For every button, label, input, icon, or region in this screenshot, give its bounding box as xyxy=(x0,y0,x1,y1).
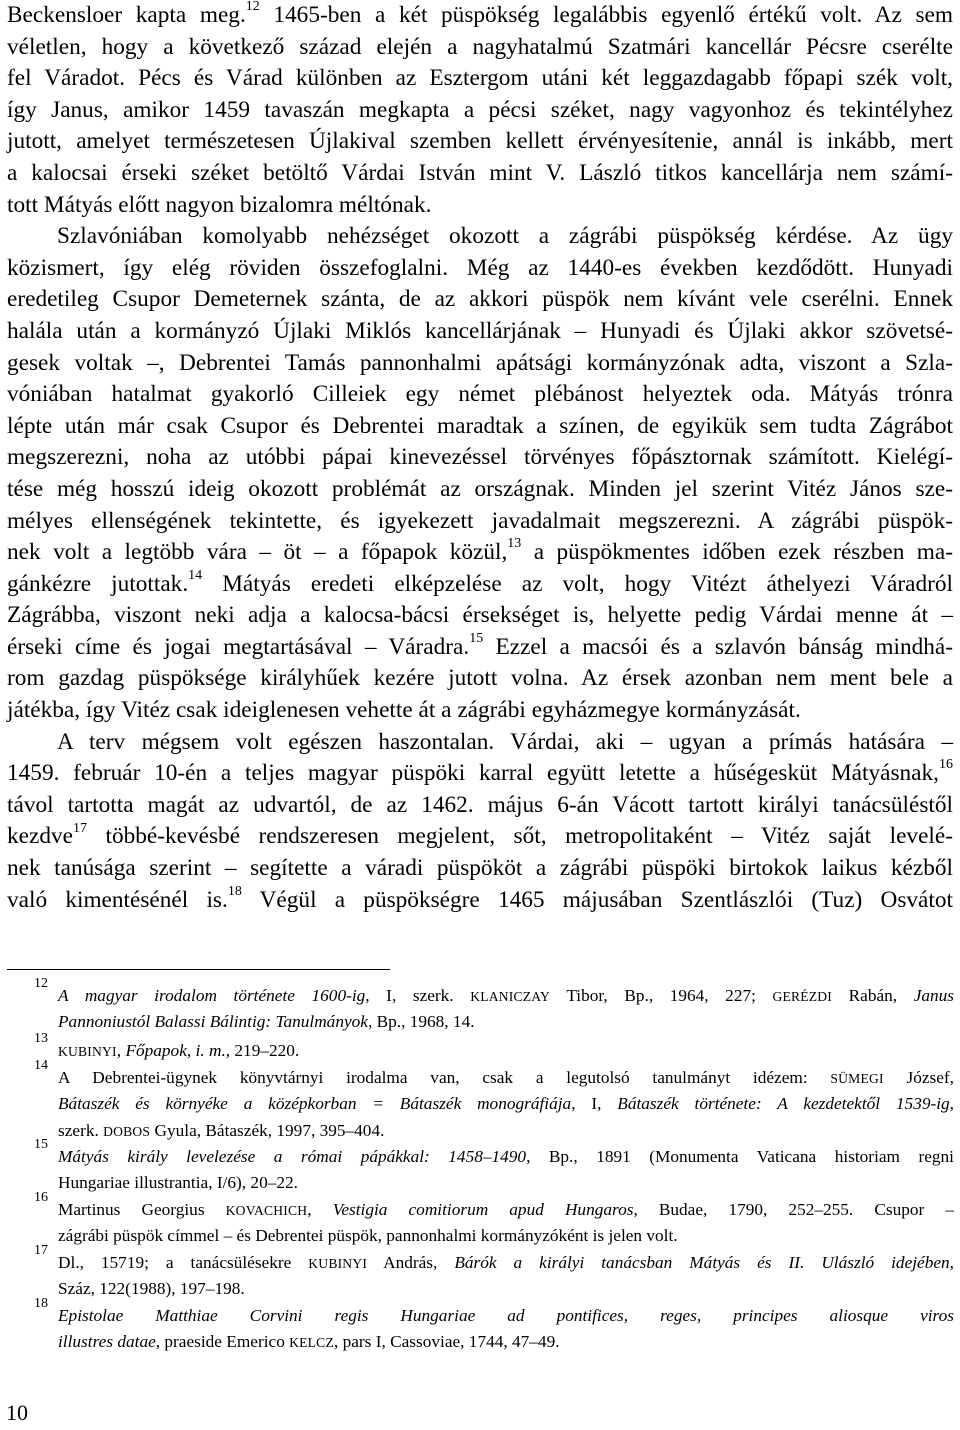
text-line: a kalocsai érseki széket betöltő Várdai István mint V. László titkos kancellárja nem számí- xyxy=(7,159,953,186)
text-line: megszerezni, noha az utóbbi pápai kinevezéssel törvényes főpásztornak számított. Kielégí- xyxy=(7,444,953,471)
footnote-17 xyxy=(34,1243,954,1303)
footnote-number: 12 xyxy=(34,976,48,991)
paragraph-3 xyxy=(7,727,953,917)
text-line: lépte után már csak Csupor és Debrentei maradtak a színen, de egyikük sem tudta Zágrábot xyxy=(7,412,953,439)
footnote-ref: 13 xyxy=(507,536,522,552)
text-line: való kimentésénél is.$^{18}$ Végül a püspökségre 1465 májusában Szentlászlói (Tuz) Osvátot xyxy=(7,883,953,913)
footnote-12 xyxy=(34,976,955,1036)
footnote-ref: 16 xyxy=(939,757,953,773)
paragraph-2 xyxy=(7,221,953,727)
footnote-14 xyxy=(34,1058,954,1144)
footnote-ref: 12 xyxy=(245,0,260,15)
text-line: érseki címe és jogai megtartásával – Váradra.$^{15}$ Ezzel a macsói és a szlavón bánság mindhá- xyxy=(7,631,954,660)
body-text xyxy=(7,0,953,916)
text-line: tése még hosszú ideig okozott problémát az országnak. Minden jel szerint Vitéz János sze- xyxy=(7,475,953,502)
footnote-ref: 17 xyxy=(72,820,87,836)
text-line: 1459. február 10-én a teljes magyar püspöki karral együtt letette a hűségesküt Mátyásnak,$^{16}$ xyxy=(7,757,953,787)
text-line: Beckensloer kapta meg.$^{12}$ 1465-ben a két püspökség legalábbis egyenlő értékű volt. Az sem xyxy=(7,0,953,28)
footnote-ref: 15 xyxy=(469,631,484,647)
text-line: vóniában hatalmat gyakorló Cilleiek egy német plébánost helyeztek oda. Mátyás trónra xyxy=(7,381,953,408)
footnote-line: A Debrentei-ügynek könyvtárnyi irodalma van, csak a legutolsó tanulmányt idézem: SÜMEGI József, xyxy=(58,1068,954,1087)
text-line: Szlavóniában komolyabb nehézséget okozott a zágrábi püspökség kérdése. Az ügy xyxy=(57,223,953,250)
footnote-line: Dl., 15719; a tanácsülésekre KUBINYI András, Bárók a királyi tanácsban Mátyás és II. Ulászló idejében, xyxy=(58,1253,954,1272)
footnote-separator xyxy=(7,969,390,970)
footnote-number: 15 xyxy=(34,1137,48,1152)
footnote-line: Hungariae illustrantia, I/6), 20–22. xyxy=(58,1173,298,1193)
text-line: fel Váradot. Pécs és Várad különben az Esztergom utáni két leggazdagabb főpapi szék volt, xyxy=(7,65,953,92)
paragraph-1 xyxy=(7,0,953,221)
footnote-line: Epistolae Matthiae Corvini regis Hungariae ad pontifices, reges, principes aliosque viros xyxy=(58,1306,954,1325)
footnote-line: KUBINYI, Főpapok, i. m., 219–220. xyxy=(58,1041,300,1060)
footnote-line: illustres datae, praeside Emerico KELCZ, pars I, Cassoviae, 1744, 47–49. xyxy=(58,1332,560,1352)
footnote-ref: 18 xyxy=(227,883,242,899)
text-line: rom gazdag püspöksége királyhűek kezére jutott volna. Az érsek azonban nem ment bele a xyxy=(7,665,953,692)
text-line: így Janus, amikor 1459 tavaszán megkapta a pécsi széket, nagy vagyonhoz és tekintélyhez xyxy=(7,96,953,123)
footnote-line: Száz, 122(1988), 197–198. xyxy=(58,1279,245,1299)
footnote-15 xyxy=(34,1137,954,1197)
text-line: közismert, így elég röviden összefoglalni. Még az 1440-es években kezdődött. Hunyadi xyxy=(7,254,953,281)
footnote-ref: 14 xyxy=(188,567,203,583)
text-line: játékba, így Vitéz csak ideiglenesen vehette át a zágrábi egyházmegye kormányzását. xyxy=(7,697,801,724)
footnote-line: A magyar irodalom története 1600-ig, I, szerk. KLANICZAY Tibor, Bp., 1964, 227; GERÉZDI Rabán, Janus xyxy=(58,986,955,1005)
footnote-line: Martinus Georgius KOVACHICH, Vestigia comitiorum apud Hungaros, Budae, 1790, 252–255. Csupor – xyxy=(58,1200,954,1219)
footnote-16 xyxy=(34,1190,954,1250)
text-line: távol tartotta magát az udvartól, de az 1462. május 6-án Vácott tartott királyi tanácsüléstől xyxy=(7,791,953,818)
text-line: mélyes ellenségének tekintette, és igyekezett javadalmait megszerezni. A zágrábi püspök- xyxy=(7,507,953,534)
footnote-18 xyxy=(34,1296,954,1356)
text-line: véletlen, hogy a következő század elején a nagyhatalmú Szatmári kancellár Pécsre cserélte xyxy=(7,33,953,60)
text-line: halála után a kormányzó Újlaki Miklós kancellárjának – Hunyadi és Újlaki akkor szövetsé- xyxy=(7,317,953,344)
text-line: nek volt a legtöbb vára – öt – a főpapok közül,$^{13}$ a püspökmentes időben ezek részben ma- xyxy=(7,536,953,566)
text-line: A terv mégsem volt egészen haszontalan. Várdai, aki – ugyan a prímás hatására – xyxy=(57,728,953,755)
text-line: kezdve$^{17}$ többé-kevésbé rendszeresen megjelent, sőt, metropolitaként – Vitéz saját levelé- xyxy=(7,820,953,850)
footnote-number: 14 xyxy=(34,1058,48,1073)
footnote-number: 18 xyxy=(34,1296,48,1311)
text-line: nek tanúsága szerint – segítette a váradi püspököt a zágrábi püspöki birtokok laikus kézből xyxy=(7,855,953,882)
text-line: tott Mátyás előtt nagyon bizalomra méltónak. xyxy=(7,191,432,218)
footnote-line: zágrábi püspök címmel – és Debrentei püspök, pannonhalmi kormányzóként is jelen volt. xyxy=(58,1226,678,1246)
text-line: gánkézre jutottak.$^{14}$ Mátyás eredeti elképzelése az volt, hogy Vitézt áthelyezi Váradról xyxy=(7,567,953,597)
footnote-line: Bátaszék és környéke a középkorban = Bátaszék monográfiája, I, Bátaszék története: A kezdetektől 1539-ig, xyxy=(58,1094,954,1114)
footnote-number: 16 xyxy=(34,1190,48,1205)
text-line: gesek voltak –, Debrentei Tamás pannonhalmi apátsági kormányzónak adta, viszont a Szla- xyxy=(7,349,953,376)
text-line: jutott, amelyet természetesen Újlakival szemben kellett érvényesítenie, annál is inkább, mert xyxy=(7,128,953,155)
footnote-line: Pannoniustól Balassi Bálintig: Tanulmányok, Bp., 1968, 14. xyxy=(58,1012,475,1032)
footnote-number: 17 xyxy=(34,1243,48,1258)
text-line: eredetileg Csupor Demeternek szánta, de az akkori püspök nem kívánt vele cserélni. Ennek xyxy=(7,286,953,313)
footnote-line: Mátyás király levelezése a római pápákkal: 1458–1490, Bp., 1891 (Monumenta Vaticana historiam regni xyxy=(58,1147,954,1166)
footnote-number: 13 xyxy=(34,1031,48,1046)
footnote-13 xyxy=(34,1031,954,1064)
footnote-line: szerk. DOBOS Gyula, Bátaszék, 1997, 395–404. xyxy=(58,1120,385,1140)
text-line: Zágrábba, viszont neki adja a kalocsa-bácsi érsekséget is, helyette pedig Várdai menne át – xyxy=(7,602,953,629)
page-number: 10 xyxy=(6,1400,28,1425)
